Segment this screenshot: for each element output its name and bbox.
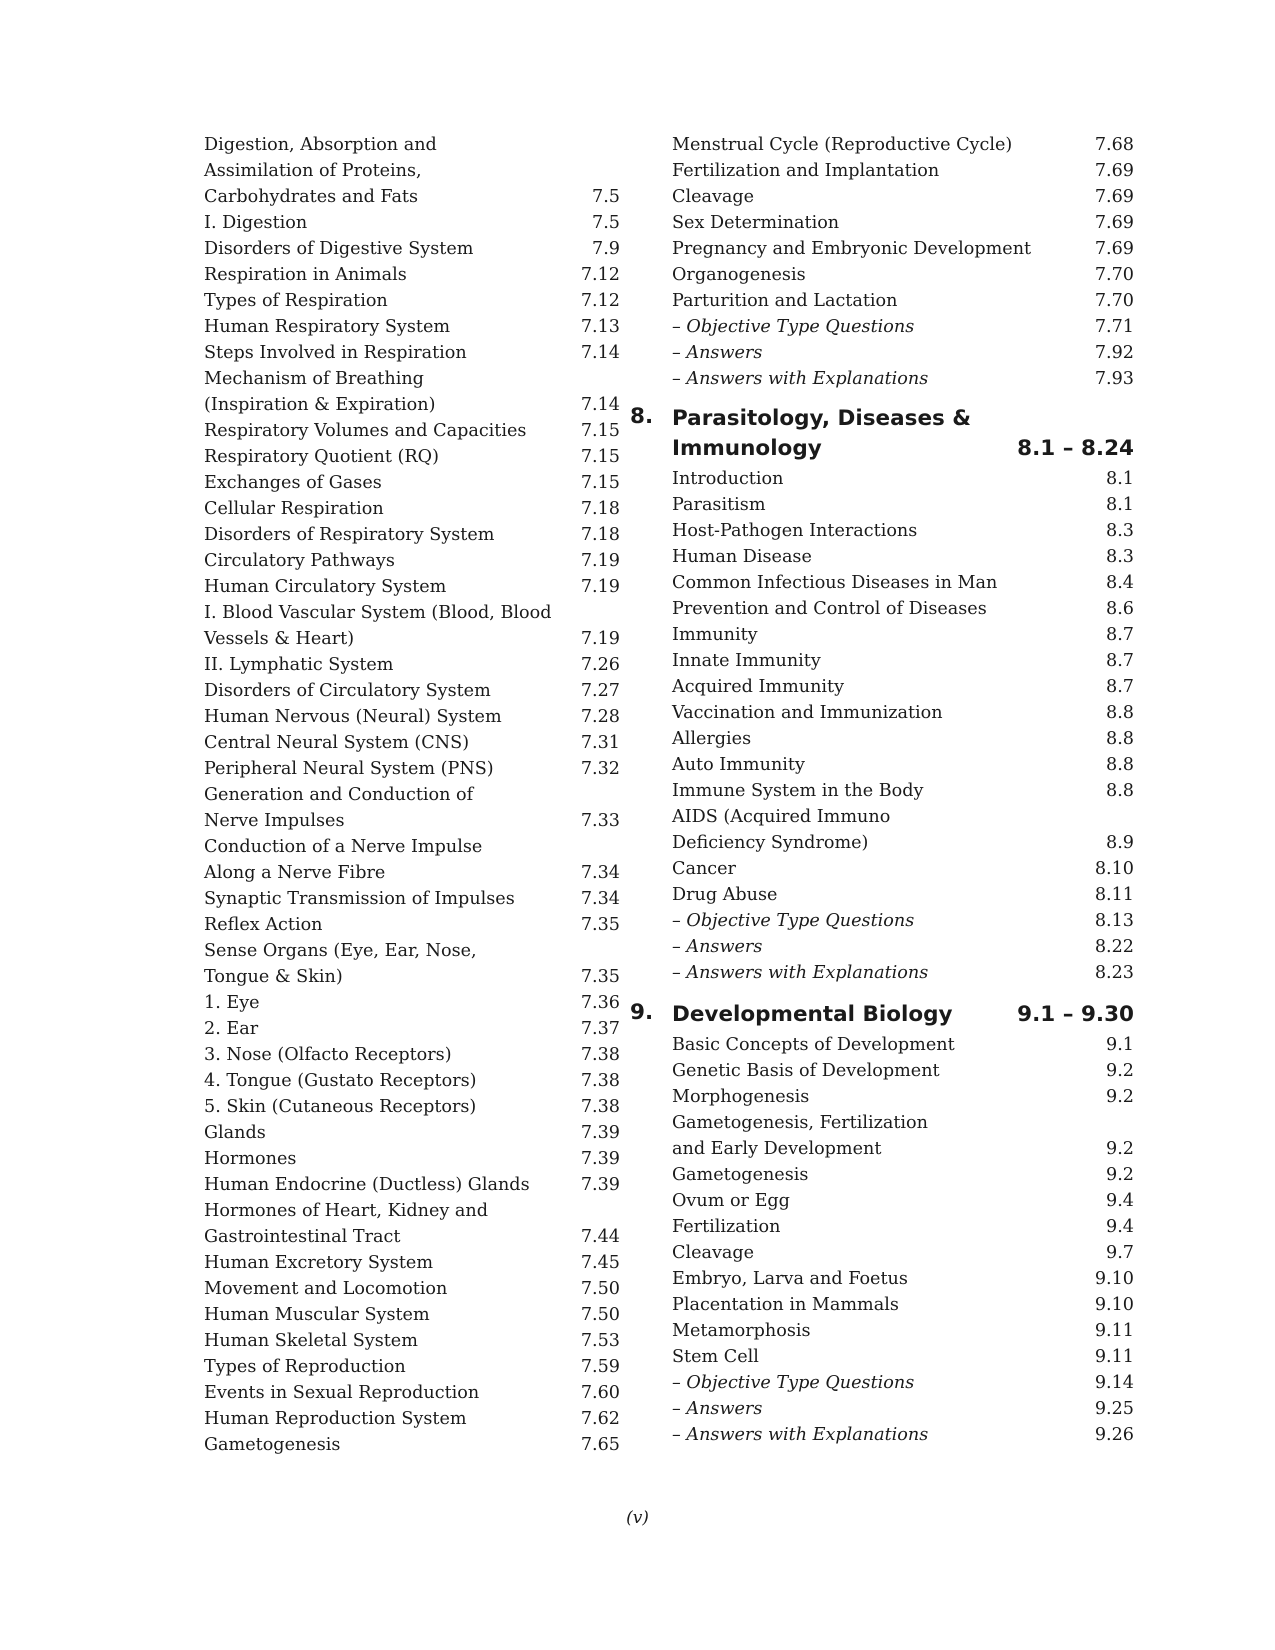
toc-entry[interactable] [672,622,1134,648]
toc-entry-title: II. Lymphatic System [204,655,394,675]
toc-entry-page: 9.25 [1094,1399,1134,1419]
toc-entry[interactable] [672,1058,1134,1084]
toc-entry[interactable] [672,1136,1134,1162]
toc-entry[interactable] [204,496,620,522]
chapter-9-page-range: 9.1 – 9.30 [1017,1002,1134,1027]
toc-entry-page: 9.11 [1094,1321,1134,1341]
toc-entry-page: 7.45 [580,1253,620,1273]
toc-entry[interactable] [204,548,620,574]
toc-entry[interactable] [672,570,1134,596]
toc-entry[interactable] [672,262,1134,288]
toc-entry[interactable] [204,1354,620,1380]
toc-entry[interactable] [672,596,1134,622]
toc-entry-title: Gametogenesis [204,1435,341,1455]
toc-left-column [204,132,620,1458]
toc-entry[interactable] [672,960,1134,986]
toc-entry[interactable] [204,652,620,678]
toc-entry-page: 8.1 [1106,469,1134,489]
chapter-9-entries [672,1032,1134,1448]
toc-right-column [630,132,1134,1448]
toc-entry[interactable] [204,834,620,860]
toc-entry[interactable] [204,1250,620,1276]
toc-entry-page: 8.4 [1106,573,1134,593]
toc-entry[interactable] [672,830,1134,856]
toc-entry[interactable] [672,1214,1134,1240]
toc-entry-title: Sense Organs (Eye, Ear, Nose, [204,941,477,961]
toc-entry-title: Mechanism of Breathing [204,369,424,389]
toc-entry-title: Gametogenesis [672,1165,809,1185]
toc-entry[interactable] [204,392,620,418]
toc-entry-title: Conduction of a Nerve Impulse [204,837,483,857]
toc-entry-page: 7.18 [580,499,620,519]
toc-entry-title: Acquired Immunity [672,677,845,697]
toc-entry-page: 7.38 [580,1071,620,1091]
toc-entry[interactable] [204,132,620,158]
toc-entry-page: 8.8 [1106,781,1134,801]
toc-entry-title: Human Nervous (Neural) System [204,707,502,727]
toc-entry[interactable] [204,964,620,990]
toc-entry-title: Cleavage [672,1243,755,1263]
toc-entry[interactable] [672,1110,1134,1136]
toc-entry[interactable] [672,1370,1134,1396]
toc-entry-title: Central Neural System (CNS) [204,733,470,753]
toc-entry[interactable] [672,856,1134,882]
toc-entry[interactable] [204,210,620,236]
toc-entry-title: Fertilization [672,1217,781,1237]
toc-entry-page: 8.8 [1106,755,1134,775]
toc-entry[interactable] [672,1084,1134,1110]
toc-entry-page: 8.11 [1094,885,1134,905]
toc-entry[interactable] [204,444,620,470]
toc-entry-title: Human Disease [672,547,812,567]
toc-entry[interactable] [204,262,620,288]
toc-entry[interactable] [204,522,620,548]
toc-entry-title: Cellular Respiration [204,499,384,519]
toc-entry-page: 7.36 [580,993,620,1013]
toc-entry-page: 7.38 [580,1097,620,1117]
toc-entry-title: Respiration in Animals [204,265,407,285]
toc-entry-page: 7.38 [580,1045,620,1065]
toc-entry-title: Common Infectious Diseases in Man [672,573,998,593]
toc-entry-page: 8.7 [1106,651,1134,671]
toc-entry[interactable] [204,1406,620,1432]
toc-entry-page: 8.8 [1106,703,1134,723]
toc-entry-page: 7.69 [1094,187,1134,207]
toc-entry[interactable] [204,626,620,652]
toc-entry[interactable] [672,1162,1134,1188]
toc-entry[interactable] [672,674,1134,700]
toc-entry[interactable] [204,600,620,626]
toc-entry-page: 8.22 [1094,937,1134,957]
toc-entry-title: – Answers [672,937,763,957]
toc-entry-page: 7.12 [580,265,620,285]
toc-entry[interactable] [204,1432,620,1458]
toc-entry-title: Allergies [672,729,752,749]
toc-entry-page: 7.35 [580,967,620,987]
toc-entry[interactable] [204,158,620,184]
toc-entry-page: 8.23 [1094,963,1134,983]
toc-entry-title: Cleavage [672,187,755,207]
toc-entry-title: Parasitism [672,495,766,515]
toc-entry-page: 9.2 [1106,1139,1134,1159]
toc-entry[interactable] [204,886,620,912]
toc-entry-title: (Inspiration & Expiration) [204,395,436,415]
toc-entry-title: Auto Immunity [672,755,805,775]
toc-entry[interactable] [204,1224,620,1250]
toc-entry-page: 7.5 [592,187,620,207]
toc-entry-title: Types of Reproduction [204,1357,406,1377]
chapter-9-number: 9. [630,1000,654,1025]
page-number: (v) [626,1508,649,1528]
toc-entry-page: 7.28 [580,707,620,727]
toc-entry-page: 9.14 [1094,1373,1134,1393]
toc-entry-title: Prevention and Control of Diseases [672,599,987,619]
toc-entry-title: Host-Pathogen Interactions [672,521,918,541]
toc-entry-title: Vessels & Heart) [204,629,355,649]
toc-entry-title: Fertilization and Implantation [672,161,940,181]
toc-entry-page: 9.2 [1106,1061,1134,1081]
toc-entry-title: Carbohydrates and Fats [204,187,419,207]
toc-entry[interactable] [204,340,620,366]
toc-entry-title: Basic Concepts of Development [672,1035,955,1055]
toc-entry[interactable] [672,340,1134,366]
toc-entry[interactable] [204,756,620,782]
toc-entry[interactable] [204,1276,620,1302]
toc-entry-page: 8.6 [1106,599,1134,619]
toc-entry-title: Hormones [204,1149,297,1169]
toc-entry-page: 7.62 [580,1409,620,1429]
toc-entry[interactable] [204,1328,620,1354]
toc-entry[interactable] [672,1344,1134,1370]
toc-entry[interactable] [672,1318,1134,1344]
toc-entry[interactable] [672,1396,1134,1422]
toc-entry-title: and Early Development [672,1139,882,1159]
toc-entry-title: Immune System in the Body [672,781,924,801]
toc-entry[interactable] [672,288,1134,314]
toc-entry-page: 7.34 [580,863,620,883]
toc-entry-page: 7.93 [1094,369,1134,389]
toc-entry[interactable] [672,1032,1134,1058]
toc-entry-title: Events in Sexual Reproduction [204,1383,480,1403]
toc-entry[interactable] [672,366,1134,392]
toc-entry-title: 1. Eye [204,993,260,1013]
toc-entry-title: Types of Respiration [204,291,388,311]
toc-entry-title: Digestion, Absorption and [204,135,437,155]
toc-entry[interactable] [672,934,1134,960]
toc-entry[interactable] [204,1146,620,1172]
toc-entry[interactable] [204,912,620,938]
toc-entry-page: 8.3 [1106,547,1134,567]
toc-entry-page: 7.18 [580,525,620,545]
toc-entry-page: 7.32 [580,759,620,779]
toc-entry-page: 7.69 [1094,213,1134,233]
chapter-8-title-line1: Parasitology, Diseases & [672,406,972,431]
toc-entry-title: Ovum or Egg [672,1191,790,1211]
toc-entry[interactable] [204,1172,620,1198]
toc-entry-page: 9.4 [1106,1217,1134,1237]
toc-entry-page: 9.4 [1106,1191,1134,1211]
toc-chapter7-continued [672,132,1134,392]
toc-entry-title: – Answers with Explanations [672,369,929,389]
toc-entry-title: Respiratory Volumes and Capacities [204,421,527,441]
toc-entry[interactable] [204,1094,620,1120]
toc-entry-page: 7.71 [1094,317,1134,337]
toc-entry-title: Respiratory Quotient (RQ) [204,447,439,467]
toc-entry-page: 7.26 [580,655,620,675]
toc-entry[interactable] [204,418,620,444]
toc-entry-title: AIDS (Acquired Immuno [672,807,891,827]
toc-entry[interactable] [672,700,1134,726]
toc-entry-title: Human Endocrine (Ductless) Glands [204,1175,530,1195]
toc-entry[interactable] [204,678,620,704]
toc-entry-title: I. Digestion [204,213,308,233]
toc-entry-page: 7.92 [1094,343,1134,363]
toc-entry-page: 7.5 [592,213,620,233]
toc-entry-page: 7.14 [580,395,620,415]
toc-entry-page: 7.37 [580,1019,620,1039]
toc-entry-title: Sex Determination [672,213,840,233]
toc-entry-title: – Objective Type Questions [672,1373,915,1393]
toc-entry[interactable] [204,704,620,730]
toc-entry-page: 7.39 [580,1123,620,1143]
toc-entry-page: 9.10 [1094,1269,1134,1289]
toc-entry-page: 7.44 [580,1227,620,1247]
toc-entry[interactable] [204,1120,620,1146]
toc-entry[interactable] [204,808,620,834]
toc-entry[interactable] [204,1380,620,1406]
toc-entry-title: 2. Ear [204,1019,259,1039]
toc-entry-page: 8.10 [1094,859,1134,879]
toc-entry[interactable] [672,804,1134,830]
toc-entry-title: Introduction [672,469,784,489]
toc-entry-title: – Answers [672,1399,763,1419]
toc-entry[interactable] [672,1422,1134,1448]
toc-entry-page: 8.9 [1106,833,1134,853]
toc-entry[interactable] [204,1042,620,1068]
chapter-8-title-line2: Immunology [672,436,822,461]
toc-entry-page: 9.26 [1094,1425,1134,1445]
toc-entry-page: 8.1 [1106,495,1134,515]
toc-entry[interactable] [204,470,620,496]
toc-entry[interactable] [672,184,1134,210]
toc-entry[interactable] [204,314,620,340]
toc-entry-title: 5. Skin (Cutaneous Receptors) [204,1097,477,1117]
toc-entry[interactable] [672,132,1134,158]
toc-entry-page: 7.70 [1094,265,1134,285]
toc-entry-page: 8.8 [1106,729,1134,749]
toc-entry-page: 7.9 [592,239,620,259]
toc-entry-page: 8.3 [1106,521,1134,541]
toc-entry[interactable] [204,730,620,756]
toc-entry-title: Human Skeletal System [204,1331,418,1351]
toc-entry-page: 8.7 [1106,625,1134,645]
toc-entry[interactable] [672,778,1134,804]
chapter-8-number: 8. [630,404,654,429]
toc-entry-title: Morphogenesis [672,1087,810,1107]
toc-entry[interactable] [672,752,1134,778]
toc-entry-page: 8.13 [1094,911,1134,931]
toc-entry-page: 7.15 [580,473,620,493]
toc-entry-title: Deficiency Syndrome) [672,833,869,853]
toc-entry-page: 7.19 [580,629,620,649]
toc-entry[interactable] [672,314,1134,340]
toc-entry-title: Disorders of Respiratory System [204,525,495,545]
toc-entry-page: 7.35 [580,915,620,935]
toc-entry-title: Gametogenesis, Fertilization [672,1113,928,1133]
toc-entry-page: 7.65 [580,1435,620,1455]
toc-entry-page: 7.15 [580,447,620,467]
toc-entry-title: Tongue & Skin) [204,967,343,987]
toc-entry-title: Pregnancy and Embryonic Development [672,239,1032,259]
toc-entry[interactable] [672,1240,1134,1266]
toc-entry-title: – Answers with Explanations [672,963,929,983]
toc-entry-page: 7.34 [580,889,620,909]
toc-entry-page: 7.50 [580,1305,620,1325]
toc-entry[interactable] [204,288,620,314]
toc-entry[interactable] [204,184,620,210]
toc-entry-page: 9.10 [1094,1295,1134,1315]
toc-entry[interactable] [204,990,620,1016]
toc-entry[interactable] [672,210,1134,236]
toc-entry-title: Human Excretory System [204,1253,434,1273]
toc-entry-title: – Objective Type Questions [672,911,915,931]
toc-entry[interactable] [672,236,1134,262]
toc-entry[interactable] [204,366,620,392]
toc-entry-title: – Answers [672,343,763,363]
toc-entry-page: 7.39 [580,1149,620,1169]
toc-entry-title: Disorders of Circulatory System [204,681,491,701]
toc-entry-title: Steps Involved in Respiration [204,343,467,363]
toc-entry-page: 7.59 [580,1357,620,1377]
toc-entry-title: Menstrual Cycle (Reproductive Cycle) [672,135,1013,155]
toc-entry-title: Stem Cell [672,1347,759,1367]
toc-entry-title: Parturition and Lactation [672,291,898,311]
toc-entry-title: Human Circulatory System [204,577,447,597]
toc-entry[interactable] [204,1016,620,1042]
toc-entry-title: Exchanges of Gases [204,473,382,493]
toc-entry-page: 8.7 [1106,677,1134,697]
toc-entry-page: 7.69 [1094,239,1134,259]
toc-entry-page: 9.1 [1106,1035,1134,1055]
chapter-9-title: Developmental Biology [672,1002,953,1027]
toc-entry-title: Immunity [672,625,758,645]
toc-entry-title: Vaccination and Immunization [672,703,943,723]
toc-entry-page: 9.2 [1106,1165,1134,1185]
toc-entry-title: Reflex Action [204,915,323,935]
toc-entry-title: Gastrointestinal Tract [204,1227,401,1247]
toc-entry[interactable] [672,882,1134,908]
toc-entry-page: 7.69 [1094,161,1134,181]
toc-entry[interactable] [672,466,1134,492]
chapter-8-heading[interactable] [630,404,1134,464]
toc-entry-title: Along a Nerve Fibre [204,863,386,883]
toc-entry-page: 7.70 [1094,291,1134,311]
toc-entry-title: Cancer [672,859,736,879]
toc-entry-title: Human Reproduction System [204,1409,467,1429]
toc-entry[interactable] [672,1188,1134,1214]
toc-entry-page: 7.53 [580,1331,620,1351]
toc-entry[interactable] [204,782,620,808]
toc-entry-page: 9.11 [1094,1347,1134,1367]
toc-entry[interactable] [672,726,1134,752]
toc-entry-title: Genetic Basis of Development [672,1061,940,1081]
toc-entry-page: 9.2 [1106,1087,1134,1107]
chapter-8-page-range: 8.1 – 8.24 [1017,436,1134,461]
toc-entry-title: Disorders of Digestive System [204,239,474,259]
toc-entry-title: – Answers with Explanations [672,1425,929,1445]
toc-entry-page: 7.19 [580,551,620,571]
toc-entry-page: 7.68 [1094,135,1134,155]
toc-entry-page: 7.33 [580,811,620,831]
toc-entry-title: Metamorphosis [672,1321,811,1341]
toc-entry-page: 7.15 [580,421,620,441]
toc-entry[interactable] [672,544,1134,570]
toc-entry-title: 4. Tongue (Gustato Receptors) [204,1071,477,1091]
toc-entry-title: Movement and Locomotion [204,1279,448,1299]
toc-entry-page: 7.12 [580,291,620,311]
toc-entry[interactable] [672,908,1134,934]
toc-entry-title: Innate Immunity [672,651,821,671]
toc-entry-title: Embryo, Larva and Foetus [672,1269,908,1289]
toc-entry-page: 7.13 [580,317,620,337]
toc-entry-title: Nerve Impulses [204,811,345,831]
toc-entry[interactable] [672,492,1134,518]
toc-entry[interactable] [204,1302,620,1328]
toc-entry-page: 7.50 [580,1279,620,1299]
toc-entry[interactable] [672,1292,1134,1318]
toc-entry-title: Organogenesis [672,265,806,285]
toc-entry-title: Glands [204,1123,266,1143]
toc-entry-page: 7.14 [580,343,620,363]
toc-entry-title: – Objective Type Questions [672,317,915,337]
toc-entry-title: Synaptic Transmission of Impulses [204,889,515,909]
toc-entry[interactable] [204,938,620,964]
toc-entry-page: 7.31 [580,733,620,753]
toc-entry-page: 7.27 [580,681,620,701]
toc-entry-title: Hormones of Heart, Kidney and [204,1201,488,1221]
toc-entry[interactable] [204,1198,620,1224]
toc-entry-page: 7.19 [580,577,620,597]
toc-entry[interactable] [672,158,1134,184]
toc-entry-page: 9.7 [1106,1243,1134,1263]
toc-entry-title: Drug Abuse [672,885,778,905]
toc-entry-title: Human Respiratory System [204,317,451,337]
toc-entry-title: I. Blood Vascular System (Blood, Blood [204,603,552,623]
toc-entry-title: Placentation in Mammals [672,1295,899,1315]
toc-entry-title: Assimilation of Proteins, [204,161,422,181]
toc-entry-title: Generation and Conduction of [204,785,474,805]
toc-entry[interactable] [672,1266,1134,1292]
toc-entry[interactable] [672,518,1134,544]
chapter-8-entries [672,466,1134,986]
toc-entry-page: 7.39 [580,1175,620,1195]
toc-entry[interactable] [204,1068,620,1094]
toc-entry-page: 7.60 [580,1383,620,1403]
toc-entry-title: Peripheral Neural System (PNS) [204,759,494,779]
toc-entry-title: Human Muscular System [204,1305,430,1325]
toc-entry[interactable] [672,648,1134,674]
toc-entry-title: 3. Nose (Olfacto Receptors) [204,1045,452,1065]
toc-entry-title: Circulatory Pathways [204,551,395,571]
chapter-9-heading[interactable] [630,1000,1134,1030]
toc-entry[interactable] [204,860,620,886]
toc-entry[interactable] [204,236,620,262]
toc-entry[interactable] [204,574,620,600]
